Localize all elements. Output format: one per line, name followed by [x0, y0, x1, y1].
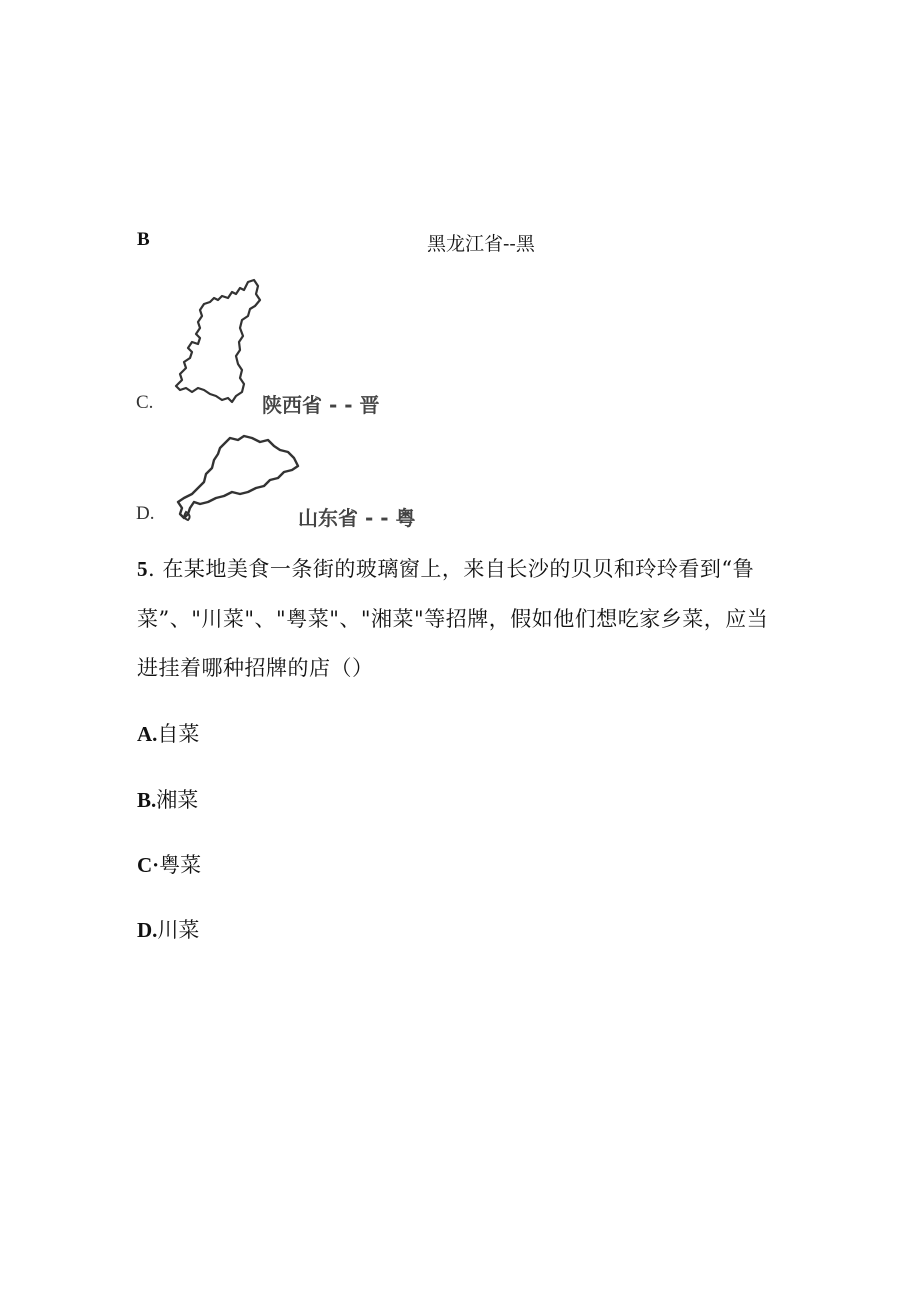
option-c-letter: C. — [136, 392, 154, 413]
question-5-line-1 — [137, 553, 754, 583]
answer-a[interactable] — [137, 718, 199, 748]
answer-b[interactable] — [137, 784, 198, 814]
answer-b-label: B. — [137, 788, 157, 812]
question-5-line-3: 进挂着哪种招牌的店（） — [137, 656, 374, 680]
answer-d-text: 川菜 — [157, 918, 200, 942]
option-b-letter: B — [137, 229, 150, 250]
answer-a-text: 自菜 — [157, 722, 200, 746]
option-d-text: 山东省 - - 粤 — [298, 506, 416, 530]
guangdong-map-icon — [172, 432, 300, 522]
option-c-text: 陕西省 - - 晋 — [262, 393, 380, 417]
shaanxi-map-icon — [170, 276, 270, 411]
answer-a-label: A. — [137, 722, 158, 746]
answer-c-label: C· — [137, 853, 160, 877]
option-d-letter: D. — [136, 503, 155, 524]
answer-d-label: D. — [137, 918, 158, 942]
answer-c-text: 粤菜 — [159, 853, 202, 877]
answer-c[interactable] — [137, 849, 201, 879]
question-5-line-2: 菜”、"川菜"、"粤菜"、"湘菜"等招牌，假如他们想吃家乡菜，应当 — [137, 607, 769, 631]
question-text-1: . 在某地美食一条街的玻璃窗上，来自长沙的贝贝和玲玲看到“鲁 — [148, 557, 755, 581]
question-number: 5 — [137, 557, 148, 581]
answer-b-text: 湘菜 — [156, 788, 199, 812]
option-b-text: 黑龙江省--黑 — [427, 233, 535, 255]
answer-d[interactable] — [137, 914, 199, 944]
